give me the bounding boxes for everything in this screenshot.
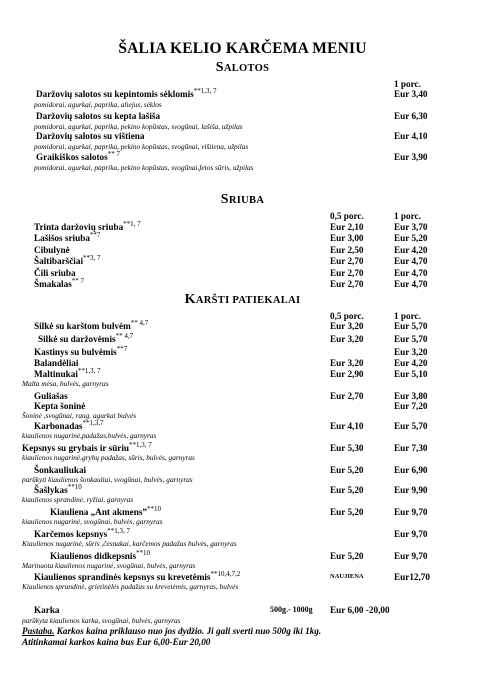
hot-dish-name: Karčemos kepsnys$^{**1,3, 7}$ [34,526,130,539]
new-item-badge: NAUJIENA [330,573,364,580]
karka-description: parūkyta kiaulienos karka, svogūnai, bulvės, garnyras [22,616,181,625]
soup-item-name: Lašišos sriuba$^{**7}$ [34,230,101,243]
hot-dish-full-price: Eur 7,30 [394,443,428,453]
hot-dish-half-price: Eur 2,90 [330,369,364,379]
menu-item-price: Eur 4,10 [394,131,428,141]
soup-full-price: Eur 4,70 [394,256,428,266]
menu-item-description: pomidorai, agurkai, paprika, pekino kopūstas, svogūnai, lašiša, užpilas [34,122,243,131]
hot-dish-full-price: Eur 5,70 [394,334,428,344]
soup-half-price: Eur 2,70 [330,268,364,278]
soup-full-price: Eur 4,70 [394,279,428,289]
hot-dish-description: parūkyti kiaulienos šonkauliai, svogūnai, bulvės, garnyras [22,475,193,484]
hot-dish-full-price: Eur 5,70 [394,321,428,331]
soup-item-name: Cibulynė [34,245,70,255]
hot-dish-description: Malta mėsa, bulvės, garnyras [22,379,109,388]
hot-dish-half-price: Eur 5,20 [330,465,364,475]
soup-full-price: Eur 4,20 [394,245,428,255]
soup-half-price: Eur 3,00 [330,233,364,243]
sriuba-half-portion-header: 0,5 porc. [330,211,364,221]
menu-item-name: Graikiškos salotos$^{** 7}$ [36,149,120,162]
hot-dish-full-price: Eur 5,70 [394,421,428,431]
menu-item-name: Daržovių salotos su kepta lašiša [36,111,161,121]
soup-full-price: Eur 5,20 [394,233,428,243]
karka-name: Karka [34,605,60,615]
soup-half-price: Eur 2,70 [330,256,364,266]
karsti-half-portion-header: 0,5 porc. [330,311,364,321]
hot-dish-name: Kiauliena „Ant akmens”$^{**10}$ [50,504,161,517]
hot-dish-name: Šašlykas$^{**10}$ [34,482,82,495]
karsti-portion-header: 1 porc. [394,311,421,321]
soup-half-price: Eur 2,50 [330,245,364,255]
menu-item-name: Daržovių salotos su kepintomis sėklomis$^{**1,3, 7}$ [36,86,217,99]
hot-dish-name: Kiaulienos didkepsnis$^{**10}$ [50,548,151,561]
hot-dish-name: Karbonadas$^{**1,3,7}$ [34,418,104,431]
hot-dish-full-price: Eur 3,80 [394,391,428,401]
hot-dish-description: Kiaulienos sprandinė, grietinėlės padažas su krevetėmis, garnyras, bulvės [22,582,239,591]
soup-item-name: Šaltibarščiai$^{**3, 7}$ [34,253,101,266]
sriuba-portion-header: 1 porc. [394,211,421,221]
hot-dish-full-price: Eur 9,70 [394,551,428,561]
hot-dish-half-price: Eur 3,20 [330,321,364,331]
hot-dish-full-price: Eur 9,90 [394,485,428,495]
section-heading-salotos: SALOTOS [215,60,270,75]
hot-dish-name: Silkė su karštom bulvėm$^{** 4,7}$ [34,318,149,331]
salotos-portion-header: 1 porc. [394,79,421,89]
soup-item-name: Trinta daržovių sriuba$^{**1, 7}$ [34,219,141,232]
hot-dish-name: Šonkauliukai [34,465,87,475]
soup-half-price: Eur 2,70 [330,279,364,289]
hot-dish-name: Guliašas [34,391,68,401]
hot-dish-description: kiaulienos nugarinė,grybų padažas, sūris, bulvės, garnyras [22,453,195,462]
hot-dish-name: Kepta šoninė [34,401,86,411]
menu-item-description: pomidorai, agurkai, paprika, pekino kopūstas, svogūnai,fetos sūris, užpilas [34,163,254,172]
karka-note-line2: Atitinkamai karkos kaina bus Eur 6,00-Eur 20,00 [22,637,211,647]
hot-dish-full-price: Eur 3,20 [394,347,428,357]
hot-dish-full-price: Eur 9,70 [394,529,428,539]
menu-item-description: pomidorai, agurkai, paprika, aliejus, sėklos [34,100,162,109]
karka-weight: 500g.- 1000g [270,605,313,614]
hot-dish-name: Maltinukai$^{**1,3, 7}$ [34,366,101,379]
hot-dish-full-price: Eur 5,10 [394,369,428,379]
hot-dish-half-price: Eur 5,20 [330,551,364,561]
soup-item-name: Šmakalas$^{** 7}$ [34,276,85,289]
menu-item-price: Eur 3,90 [394,152,428,162]
hot-dish-full-price: Eur 6,90 [394,465,428,475]
hot-dish-description: Marinuota kiaulienos nugarinė, svogūnai, bulvės, garnyras [22,561,196,570]
soup-full-price: Eur 3,70 [394,222,428,232]
menu-item-name: Daržovių salotos su vištiena [36,131,145,141]
soup-full-price: Eur 4,70 [394,268,428,278]
hot-dish-half-price: Eur 5,30 [330,443,364,453]
menu-item-price: Eur 3,40 [394,89,428,99]
menu-item-price: Eur 6,30 [394,111,428,121]
hot-dish-full-price: Eur 9,70 [394,507,428,517]
soup-half-price: Eur 2,10 [330,222,364,232]
hot-dish-full-price: Eur 4,20 [394,358,428,368]
hot-dish-description: kiaulienos nugarinė, svogūnai, bulvės, garnyras [22,517,163,526]
hot-dish-name: Silkė su daržovėmis$^{** 4,7}$ [38,331,134,344]
karka-note: Pastaba. Karkos kaina priklauso nuo jos dydžio. Ji gali sverti nuo 500g iki 1kg. [22,626,322,636]
hot-dish-half-price: Eur 2,70 [330,391,364,401]
hot-dish-half-price: Eur 4,10 [330,421,364,431]
karka-price: Eur 6,00 -20,00 [330,605,390,615]
hot-dish-description: kiaulienos sprandinė, ryžiai, garnyras [22,495,134,504]
hot-dish-name: Kepsnys su grybais ir sūriu$^{**1,3, 7}$ [22,440,152,453]
hot-dish-name: Kiaulienos sprandinės kepsnys su krevetėmis$^{**10,4,7,2}$ [34,569,241,582]
section-heading-karsti-patiekalai: KARŠTI PATIEKALAI [184,292,301,307]
hot-dish-full-price: Eur12,70 [394,572,430,582]
hot-dish-description: Šoninė ,svogūnai, raug. agurkai bulvės [22,411,137,420]
hot-dish-half-price: Eur 3,20 [330,334,364,344]
soup-item-name: Čili sriuba [34,268,76,278]
hot-dish-half-price: Eur 3,20 [330,358,364,368]
section-heading-sriuba: SRIUBA [220,192,265,207]
hot-dish-half-price: Eur 5,20 [330,485,364,495]
hot-dish-description: kiaulienos nugarinė,padažas,bulvės, garnyras [22,431,157,440]
hot-dish-description: Kiaulienos nugarinė, sūris ,česnakai, karčemos padažas bulvės, garnyras [22,539,237,548]
menu-item-description: pomidorai, agurkai, paprika, pekino kopūstas, svogūnai, vištiena, užpilas [34,142,249,151]
hot-dish-name: Kastinys su bulvėmis$^{**7}$ [34,344,128,357]
hot-dish-half-price: Eur 5,20 [330,507,364,517]
hot-dish-name: Balandėliai [34,358,79,368]
menu-title: ŠALIA KELIO KARČEMA MENIU [118,40,367,57]
hot-dish-full-price: Eur 7,20 [394,401,428,411]
